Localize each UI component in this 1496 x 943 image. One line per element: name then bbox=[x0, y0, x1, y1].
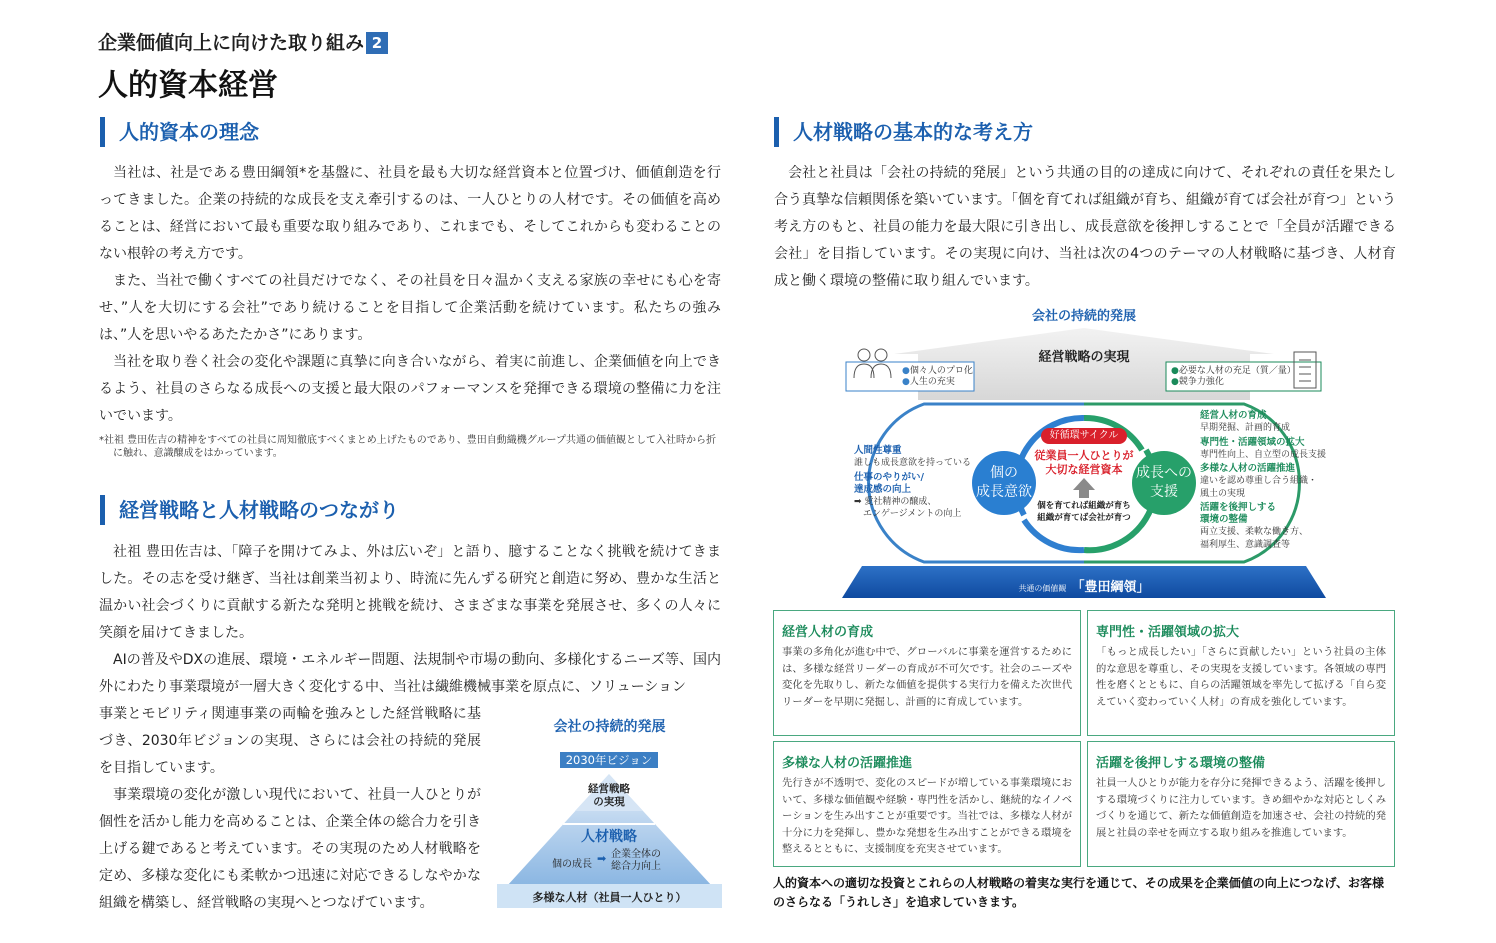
pyramid-title: 会社の持続的発展 bbox=[553, 719, 666, 735]
page-title: 人的資本経営 bbox=[98, 68, 278, 103]
diagram-top-label: 会社の持続的発展 bbox=[1031, 309, 1136, 324]
diagram-roof-label: 経営戦略の実現 bbox=[1038, 350, 1130, 365]
strategy-diagram bbox=[834, 300, 1334, 600]
pyramid-hr-strategy: 人材戦略 bbox=[581, 829, 637, 845]
pyramid-strategy-line: 経営戦略 bbox=[588, 783, 630, 795]
theme-body: 「もっと成長したい」「さらに貢献したい」という社員の主体的な意思を尊重し、その実現を支援しています。各領域の専門性を磨くとともに、自らの活躍領域を率先して拡げる「自ら変えていく変わっていく人材」の育成を強化しています。 bbox=[1096, 646, 1386, 708]
circle-line: 個の bbox=[990, 465, 1018, 481]
connection-paragraph: AIの普及やDXの進展、環境・エネルギー問題、法規制や市場の動向、多様化するニーズ等、国内外にわたり事業環境が一層大きく変化する中、当社は繊維機械事業を原点に、ソリューション bbox=[99, 652, 721, 695]
center-sub-line: 組織が育てば会社が育つ bbox=[1037, 513, 1131, 523]
right-item-line: 福利厚生、意識調査等 bbox=[1200, 539, 1291, 550]
center-main-line: 大切な経営資本 bbox=[1045, 463, 1123, 476]
theme-title: 経営人材の育成 bbox=[782, 625, 874, 640]
section-heading-connection: 経営戦略と人材戦略のつながり bbox=[100, 495, 399, 525]
right-item-line: 専門性向上、自立型の成長支援 bbox=[1200, 449, 1327, 460]
foundation-main-label: 「豊田綱領」 bbox=[1071, 580, 1150, 595]
section-heading-basic: 人材戦略の基本的な考え方 bbox=[774, 117, 1033, 147]
basic-body bbox=[774, 160, 1396, 295]
left-bullet: ●人生の充実 bbox=[902, 377, 955, 387]
foundation-small-label: 共通の価値観 bbox=[1018, 584, 1067, 593]
left-item-head: 仕事のやりがい/ bbox=[854, 471, 924, 483]
right-item-line: 早期発掘、計画的育成 bbox=[1200, 423, 1291, 433]
theme-title: 活躍を後押しする環境の整備 bbox=[1096, 756, 1266, 771]
connection-paragraph: 事業環境の変化が激しい現代において、社員一人ひとりが個性を活かし能力を高めることは、企業全体の総合力を引き上げる鍵であると考えています。その実現のため人材戦略を定め、多様な変化にも柔軟かつ迅速に対応できるしなやかな組織を構築し、経営戦略の実現へとつなげています。 bbox=[99, 787, 481, 911]
connection-body-b bbox=[99, 701, 481, 917]
theme-box-diversity bbox=[773, 741, 1081, 867]
left-item-line: ➡ 愛社精神の醸成、 bbox=[854, 496, 937, 507]
philosophy-paragraph: また、当社で働くすべての社員だけでなく、その社員を日々温かく支える家族の幸せにも心を寄せ、”人を大切にする会社”であり続けることを目指して企業活動を続けています。私たちの強みは、”人を思いやるあたたかさ”にあります。 bbox=[99, 273, 721, 343]
circle-line: 支援 bbox=[1150, 484, 1178, 500]
right-item-line: 風土の実現 bbox=[1200, 488, 1246, 499]
center-sub-line: 個を育てれば組織が育ち bbox=[1037, 501, 1131, 511]
right-item-head: 環境の整備 bbox=[1200, 514, 1248, 525]
section-heading-philosophy: 人的資本の理念 bbox=[100, 117, 259, 147]
footnote: *社祖 豊田佐吉の精神をすべての社員に周知徹底すべくまとめ上げたものであり、豊田自動織機グループ共通の価値観として入社時から折に触れ、意識醸成をはかっています。 bbox=[99, 435, 716, 459]
left-item-line: 誰しも成長意欲を持っている bbox=[854, 458, 972, 468]
left-item-head: 達成感の向上 bbox=[854, 483, 912, 495]
theme-title: 専門性・活躍領域の拡大 bbox=[1096, 625, 1240, 640]
pyramid-vision-label: 2030年ビジョン bbox=[560, 752, 658, 768]
pyramid-diagram bbox=[497, 712, 722, 908]
right-item-head: 専門性・活躍領域の拡大 bbox=[1200, 436, 1305, 448]
left-bullet: ●個々人のプロ化 bbox=[902, 366, 973, 376]
right-item-head: 活躍を後押しする bbox=[1200, 502, 1277, 513]
right-bullet: ●競争力強化 bbox=[1171, 377, 1224, 387]
pyramid-base-label: 多様な人材（社員一人ひとり） bbox=[532, 891, 687, 904]
left-item-head: 人間性尊重 bbox=[854, 445, 902, 456]
connection-paragraph: 社祖 豊田佐吉は、「障子を開けてみよ、外は広いぞ」と語り、臆することなく挑戦を続けてきました。その志を受け継ぎ、当社は創業当初より、時流に先んずる研究と創造に努め、豊かな生活と温かい社会づくりに貢献する新たな発明と挑戦を続け、さまざまな事業を発展させ、多くの人々に笑顔を届けてきました。 bbox=[99, 544, 721, 641]
cycle-badge: 好循環サイクル bbox=[1041, 428, 1127, 444]
right-item-line: 違いを認め尊重し合う組織・ bbox=[1200, 476, 1318, 486]
pyramid-growth-right bbox=[611, 849, 661, 873]
philosophy-body bbox=[99, 160, 721, 430]
pyramid-growth-line: 総合力向上 bbox=[611, 861, 661, 872]
pyramid-graphic bbox=[497, 712, 722, 908]
connection-body-a bbox=[99, 539, 721, 701]
kicker-text: 企業価値向上に向けた取り組み bbox=[98, 32, 365, 54]
connection-paragraph: 事業とモビリティ関連事業の両輪を強みとした経営戦略に基づき、2030年ビジョンの実現、さらには会社の持続的発展を目指しています。 bbox=[99, 706, 481, 776]
theme-box-expertise bbox=[1087, 610, 1395, 736]
left-item-line: エンゲージメントの向上 bbox=[863, 509, 962, 519]
circle-individual-growth bbox=[972, 464, 1036, 502]
right-item-head: 経営人材の育成 bbox=[1200, 410, 1267, 421]
circle-line: 成長意欲 bbox=[976, 484, 1032, 500]
center-main-text bbox=[1029, 449, 1139, 477]
theme-box-leader-development bbox=[773, 610, 1081, 736]
philosophy-paragraph: 当社は、社是である豊田綱領*を基盤に、社員を最も大切な経営資本と位置づけ、価値創造を行ってきました。企業の持続的な成長を支え牽引するのは、一人ひとりの人材です。その価値を高めることは、経営において最も重要な取り組みであり、これまでも、そしてこれからも変わることのない根幹の考え方です。 bbox=[99, 165, 721, 262]
left-item-list bbox=[854, 445, 971, 521]
right-item-list bbox=[1200, 410, 1326, 551]
foundation-label bbox=[834, 576, 1334, 595]
circle-line: 成長への bbox=[1136, 465, 1192, 481]
pyramid-strategy bbox=[559, 783, 659, 809]
theme-title: 多様な人材の活躍推進 bbox=[782, 756, 913, 771]
right-bullet: ●必要な人材の充足（質／量） bbox=[1171, 366, 1296, 376]
theme-body: 社員一人ひとりが能力を存分に発揮できるよう、活躍を後押しする環境づくりに注力しています。きめ細やかな対応としくみづくりを通じて、新たな価値創造を加速させ、会社の持続的発展と社員の幸せを両立する取り組みを推進しています。 bbox=[1096, 777, 1386, 839]
pyramid-strategy-line: の実現 bbox=[593, 796, 625, 808]
right-item-line: 両立支援、柔軟な働き方、 bbox=[1200, 527, 1309, 537]
closing-statement: 人的資本への適切な投資とこれらの人材戦略の着実な実行を通じて、その成果を企業価値の向上につなげ、お客様のさらなる「うれしさ」を追求していきます。 bbox=[773, 876, 1385, 909]
pyramid-growth-line: 企業全体の bbox=[611, 849, 661, 860]
theme-body: 事業の多角化が進む中で、グローバルに事業を運営するためには、多様な経営リーダーの育成が不可欠です。社会のニーズや変化を先取りし、新たな価値を提供する実行力を備えた次世代リーダーを早期に発掘し、計画的に育成しています。 bbox=[782, 646, 1072, 708]
page-kicker bbox=[98, 28, 388, 55]
basic-paragraph: 会社と社員は「会社の持続的発展」という共通の目的の達成に向けて、それぞれの責任を果たし合う真摯な信頼関係を築いています。「個を育てれば組織が育ち、組織が育てば会社が育つ」という考え方のもと、社員の能力を最大限に引き出し、成長意欲を後押しすることで「全員が活躍できる会社」を目指しています。その実現に向け、当社は次の4つのテーマの人材戦略に基づき、人材育成と働く環境の整備に取り組んでいます。 bbox=[774, 165, 1396, 289]
arrow-right-icon: ➡ bbox=[597, 852, 607, 865]
circle-growth-support bbox=[1132, 464, 1196, 502]
right-bullets bbox=[1171, 366, 1296, 388]
left-bullets bbox=[902, 366, 973, 388]
pyramid-growth-left: 個の成長 bbox=[552, 859, 592, 870]
center-main-line: 従業員一人ひとりが bbox=[1034, 449, 1134, 462]
theme-body: 先行きが不透明で、変化のスピードが増している事業環境において、多様な価値観や経験・専門性を活かし、継続的なイノベーションを生み出すことが重要です。当社では、多様な人材が十分に力を発揮し、豊かな発想を生み出すことができる環境を整えるとともに、支援制度を充実させています。 bbox=[782, 777, 1072, 855]
theme-box-environment bbox=[1087, 741, 1395, 867]
philosophy-paragraph: 当社を取り巻く社会の変化や課題に真摯に向き合いながら、着実に前進し、企業価値を向上できるよう、社員のさらなる成長への支援と最大限のパフォーマンスを発揮できる環境の整備に力を注いでいます。 bbox=[99, 354, 721, 424]
right-item-head: 多様な人材の活躍推進 bbox=[1200, 463, 1296, 474]
center-sub-text bbox=[1029, 500, 1139, 524]
section-number-badge: 2 bbox=[366, 32, 388, 54]
